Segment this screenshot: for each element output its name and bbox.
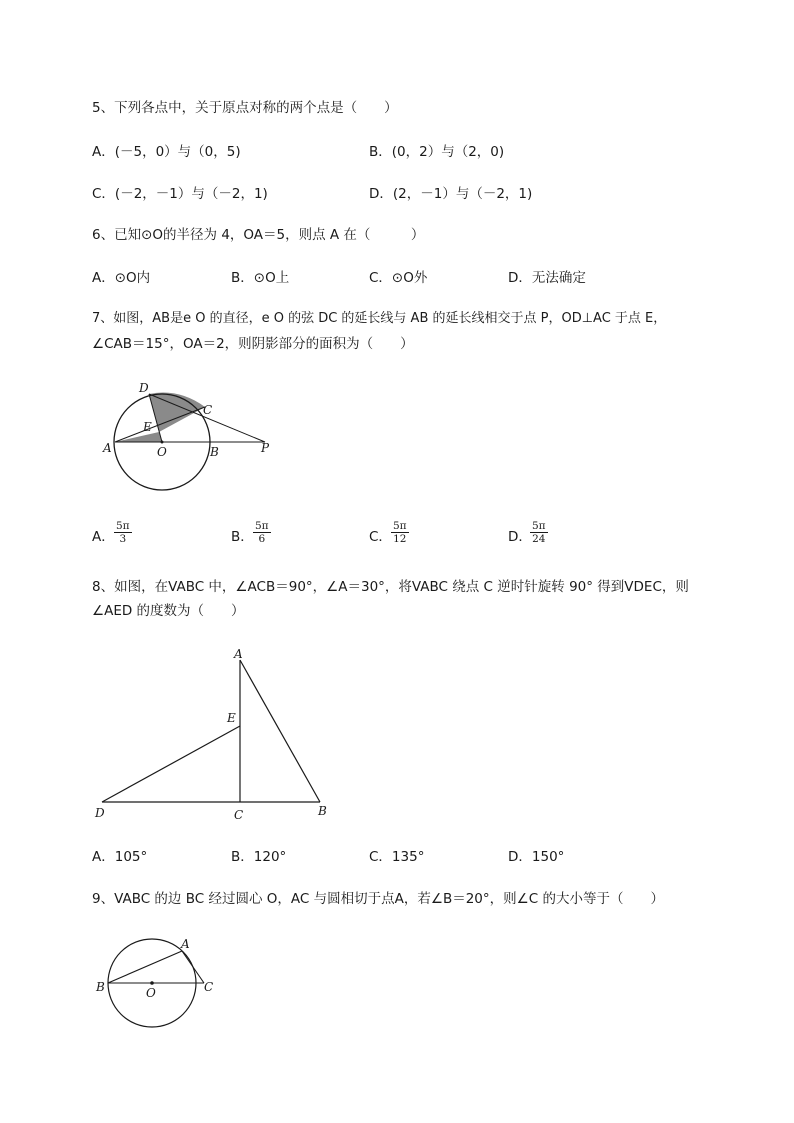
q7-label-p: P: [261, 441, 270, 455]
q8-figure: [90, 640, 350, 830]
q6-option-d: D．无法确定: [508, 270, 586, 286]
q9-line-ac: [182, 951, 204, 983]
q8-option-d: D．150°: [508, 849, 565, 865]
q5-option-c: C．(－2，－1）与（－2，1): [92, 186, 268, 202]
q5-option-a: A．(－5，0）与（0，5): [92, 144, 241, 160]
q6-option-a: A．⊙O内: [92, 270, 151, 286]
q7-option-a-den: 3: [119, 533, 127, 545]
q7-figure: [95, 370, 295, 500]
q7-option-b-den: 6: [258, 533, 266, 545]
q8-option-a: A．105°: [92, 849, 148, 865]
q8-label-b: B: [318, 804, 327, 818]
q7-option-c-prefix: C．: [369, 529, 392, 545]
q8-option-c: C．135°: [369, 849, 425, 865]
q8-stem-line2: ∠AED 的度数为（ ）: [92, 603, 245, 619]
q7-label-a: A: [103, 441, 112, 455]
q7-option-d-den: 24: [532, 533, 546, 545]
q7-option-a-prefix: A．: [92, 529, 115, 545]
q9-label-b: B: [96, 980, 105, 994]
q7-label-o: O: [157, 445, 167, 459]
q8-option-b: B．120°: [231, 849, 287, 865]
q8-label-d: D: [95, 806, 105, 820]
q5-option-d: D．(2，－1）与（－2，1): [369, 186, 533, 202]
q9-label-o: O: [146, 986, 156, 1000]
q5-option-b: B．(0，2）与（2，0): [369, 144, 505, 160]
q6-option-c: C．⊙O外: [369, 270, 428, 286]
q8-stem-line1: 8、如图，在VABC 中，∠ACB＝90°，∠A＝30°，将VABC 绕点 C 逆时针旋转 90° 得到VDEC，则: [92, 579, 689, 595]
q8-label-a: A: [234, 647, 243, 661]
q8-label-c: C: [234, 808, 244, 822]
q7-label-b: B: [210, 445, 219, 459]
q7-option-b-fraction: [253, 520, 271, 545]
q7-option-c-fraction: [391, 520, 409, 545]
q8-label-e: E: [227, 711, 236, 725]
q6-stem: 6、已知⊙O的半径为 4，OA＝5，则点 A 在（ ）: [92, 227, 425, 243]
q7-label-c: C: [203, 403, 213, 417]
q7-option-d-fraction: [530, 520, 548, 545]
q9-line-ba: [108, 951, 182, 983]
q7-option-b-num: 5π: [255, 520, 269, 532]
q8-line-ab: [240, 660, 320, 802]
q7-option-a-num: 5π: [116, 520, 130, 532]
q7-shaded-triangle: [115, 432, 162, 442]
q7-option-b-prefix: B．: [231, 529, 254, 545]
q7-option-c-den: 12: [393, 533, 407, 545]
q7-option-d-num: 5π: [532, 520, 546, 532]
q7-stem-line1: 7、如图，AB是e O 的直径，e O 的弦 DC 的延长线与 AB 的延长线相交于点 P，OD⊥AC 于点 E，: [92, 311, 667, 326]
q8-line-de: [102, 726, 240, 802]
q7-label-d: D: [139, 381, 149, 395]
q9-label-c: C: [204, 980, 214, 994]
q6-option-b: B．⊙O上: [231, 270, 290, 286]
q9-stem: 9、VABC 的边 BC 经过圆心 O，AC 与圆相切于点A，若∠B＝20°，则∠C 的大小等于（ ）: [92, 891, 664, 907]
q7-option-d-prefix: D．: [508, 529, 532, 545]
q7-option-c-num: 5π: [393, 520, 407, 532]
q7-option-a-fraction: [114, 520, 132, 545]
q7-stem-line2: ∠CAB＝15°，OA＝2，则阴影部分的面积为（ ）: [92, 336, 414, 352]
q9-label-a: A: [181, 937, 190, 951]
q5-stem: 5、下列各点中，关于原点对称的两个点是（ ）: [92, 100, 398, 116]
q9-figure: [92, 934, 232, 1044]
q7-label-e: E: [143, 420, 152, 434]
